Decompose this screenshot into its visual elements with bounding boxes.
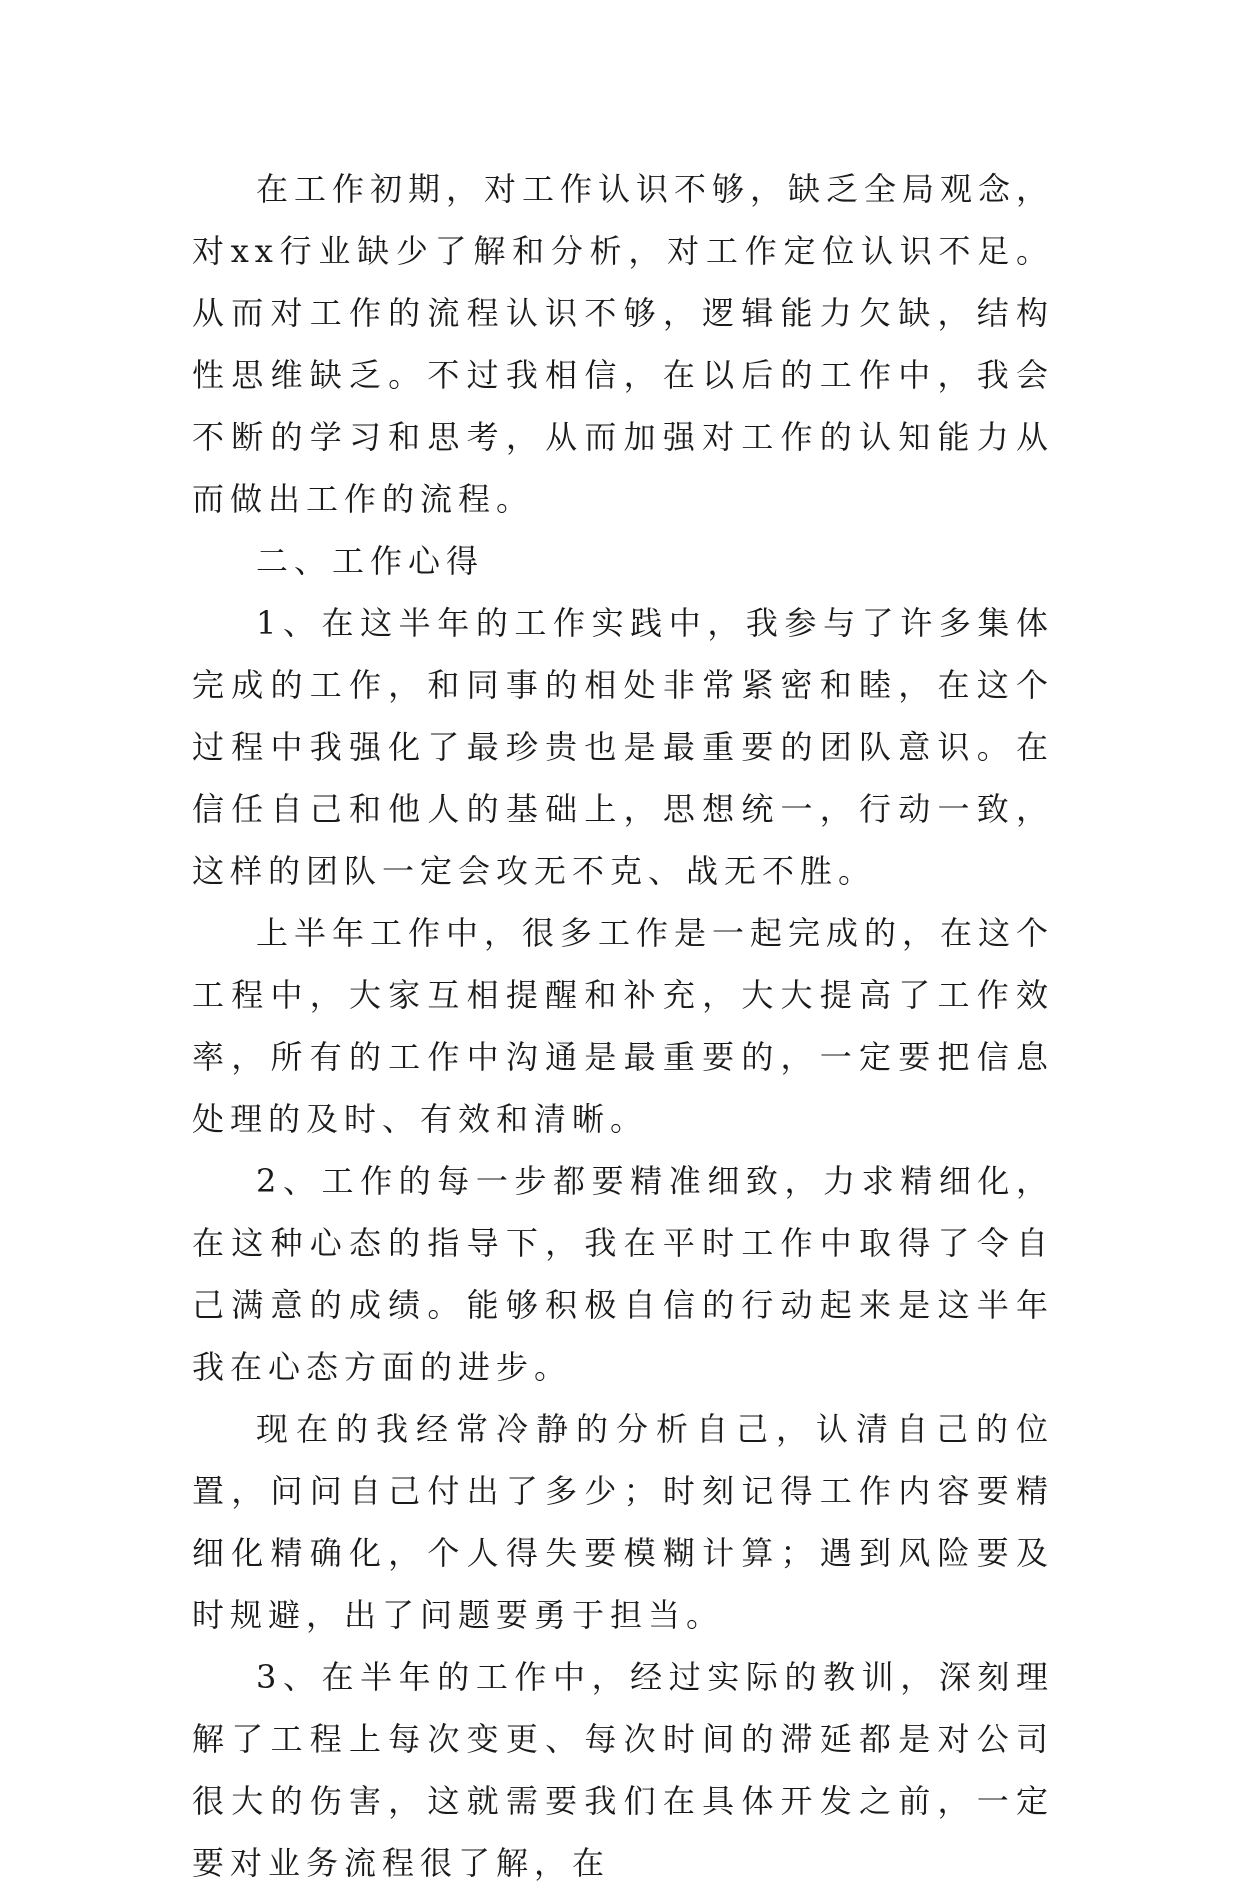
paragraph-communication: 上半年工作中，很多工作是一起完成的，在这个工程中，大家互相提醒和补充，大大提高了工作效率，所有的工作中沟通是最重要的，一定要把信息处理的及时、有效和清晰。 [192, 914, 1055, 1138]
paragraph-insight-3-lessons: 3、在半年的工作中，经过实际的教训，深刻理解了工程上每次变更、每次时间的滞延都是对公司很大的伤害，这就需要我们在具体开发之前，一定要对业务流程很了解，在 [192, 1658, 1054, 1882]
paragraph-insight-2-precision: 2、工作的每一步都要精准细致，力求精细化，在这种心态的指导下，我在平时工作中取得了令自己满意的成绩。能够积极自信的行动起来是这半年我在心态方面的进步。 [192, 1162, 1054, 1386]
paragraph-self-analysis: 现在的我经常冷静的分析自己，认清自己的位置，问问自己付出了多少；时刻记得工作内容要精细化精确化，个人得失要模糊计算；遇到风险要及时规避，出了问题要勇于担当。 [192, 1410, 1054, 1634]
paragraph-insight-1-teamwork: 1、在这半年的工作实践中，我参与了许多集体完成的工作，和同事的相处非常紧密和睦，在这个过程中我强化了最珍贵也是最重要的团队意识。在信任自己和他人的基础上，思想统一，行动一致，这样的团队一定会攻无不克、战无不胜。 [192, 604, 1054, 890]
document-body [192, 158, 1054, 1894]
section-heading-work-insights: 二、工作心得 [256, 542, 485, 580]
paragraph-work-initial-stage: 在工作初期，对工作认识不够，缺乏全局观念，对xx行业缺少了解和分析，对工作定位认识不足。从而对工作的流程认识不够，逻辑能力欠缺，结构性思维缺乏。不过我相信，在以后的工作中，我会不断的学习和思考，从而加强对工作的认知能力从而做出工作的流程。 [192, 170, 1055, 518]
